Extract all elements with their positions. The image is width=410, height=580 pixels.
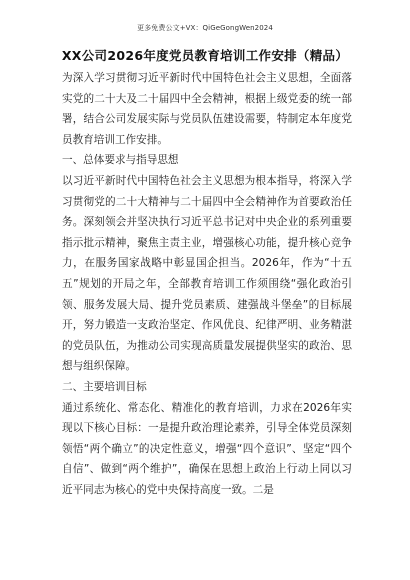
intro-paragraph: 为深入学习贯彻习近平新时代中国特色社会主义思想，全面落实党的二十大及二十届四中全会精神，根据上级党委的统一部署，结合公司发展实际与党员队伍建设需要，特制定本年度党员教育培训工作安排。	[62, 72, 352, 146]
document-body	[62, 68, 352, 500]
header-note: 更多免费公文+VX：QiGeGongWen2024	[137, 24, 273, 32]
section-heading-2: 二、主要培训目标	[62, 380, 147, 393]
section-heading-1: 一、总体要求与指导思想	[62, 154, 179, 167]
section-paragraph-1: 以习近平新时代中国特色社会主义思想为根本指导，将深入学习贯彻党的二十大精神与二十届四中全会精神作为首要政治任务。深刻领会并坚决执行习近平总书记对中央企业的系列重要指示批示精神，聚焦主责主业，增强核心功能，提升核心竞争力，在服务国家战略中彰显国企担当。2026年，作为“十五五”规划的开局之年，全部教育培训工作须围绕“强化政治引领、服务发展大局、提升党员素质、建强战斗堡垒”的目标展开，努力锻造一支政治坚定、作风优良、纪律严明、业务精湛的党员队伍，为推动公司实现高质量发展提供坚实的政治、思想与组织保障。	[62, 174, 352, 373]
document-title: XX公司2026年度党员教育培训工作安排（精品）	[61, 48, 349, 63]
section-paragraph-2: 通过系统化、常态化、精准化的教育培训，力求在2026年实现以下核心目标：一是提升政治理论素养，引导全体党员深刻领悟“两个确立”的决定性意义，增强“四个意识”、坚定“四个自信”、做到“两个维护”，确保在思想上政治上行动上同以习近平同志为核心的党中央保持高度一致。二是	[62, 401, 352, 496]
